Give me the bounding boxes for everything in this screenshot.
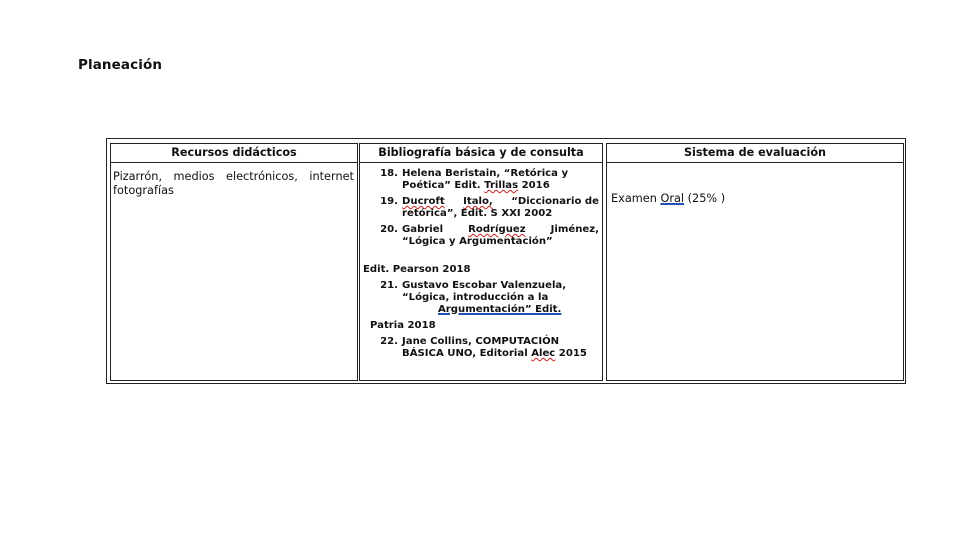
bib-line: “Lógica, introducción a la	[402, 292, 549, 303]
header-evaluacion: Sistema de evaluación	[607, 144, 903, 163]
column-recursos	[110, 143, 358, 381]
evaluacion-text: Examen Oral (25% )	[611, 192, 726, 205]
bib-line: retórica”, Edit. S XXI 2002	[402, 208, 553, 219]
bib-number: 20.	[380, 224, 398, 235]
bib-number: 22.	[380, 336, 398, 347]
bib-line: Poética” Edit. Trillas 2016	[402, 180, 550, 191]
column-bibliografia	[359, 143, 603, 381]
bib-line: Jane Collins, COMPUTACIÓN	[402, 336, 560, 347]
bib-number: 18.	[380, 168, 398, 179]
bib-line: Ducroft Italo, “Diccionario de	[402, 196, 599, 207]
bib-line: Gabriel Rodríguez Jiménez,	[402, 224, 599, 235]
bib-number: 19.	[380, 196, 398, 207]
bib-number: 21.	[380, 280, 398, 291]
bib-line: BÁSICA UNO, Editorial Alec 2015	[402, 348, 587, 359]
page-title: Planeación	[78, 57, 163, 73]
column-evaluacion	[606, 143, 904, 381]
bib-line: Helena Beristain, “Retórica y	[402, 168, 569, 179]
bib-line: Gustavo Escobar Valenzuela,	[402, 280, 567, 291]
bib-patria: Patria 2018	[370, 320, 436, 331]
bib-line: Argumentación” Edit.	[438, 304, 562, 315]
planning-table	[106, 138, 906, 384]
header-bibliografia: Bibliografía básica y de consulta	[360, 144, 602, 163]
recursos-text: Pizarrón, medios electrónicos, internet fotografías	[113, 170, 354, 197]
bib-line: “Lógica y Argumentación”	[402, 236, 553, 247]
bib-edit-pearson: Edit. Pearson 2018	[363, 264, 471, 275]
header-recursos: Recursos didácticos	[111, 144, 357, 163]
